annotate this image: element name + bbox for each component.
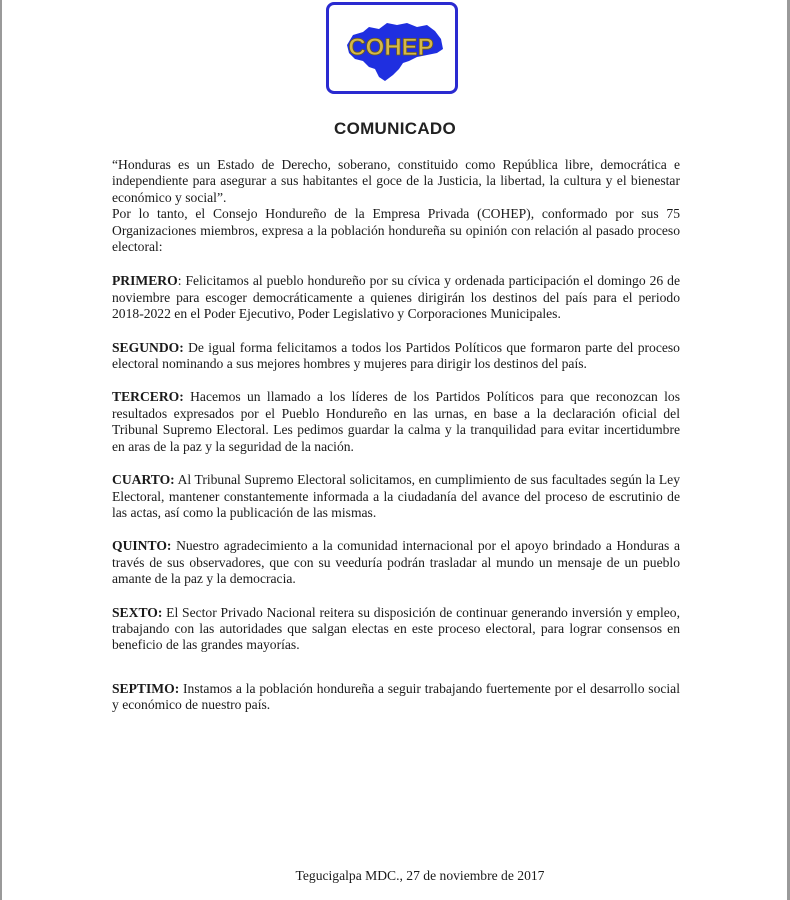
intro-paragraph: Por lo tanto, el Consejo Hondureño de la Empresa Privada (COHEP), conformado por sus 75 Organizaciones miembros, expresa a la población hondureña su opinión con relación al pasado proceso electoral: (112, 206, 680, 255)
section-septimo (112, 681, 680, 714)
section-label: PRIMERO (112, 273, 178, 289)
section-sexto (112, 605, 680, 654)
section-quinto (112, 538, 680, 587)
section-label: SEXTO: (112, 604, 163, 620)
page-title: COMUNICADO (334, 119, 456, 138)
cohep-logo (326, 2, 458, 94)
section-label: QUINTO: (112, 538, 172, 554)
section-segundo (112, 340, 680, 373)
honduras-map-icon (329, 5, 455, 91)
section-label: SEGUNDO: (112, 339, 184, 355)
section-text: Al Tribunal Supremo Electoral solicitamos, en cumplimiento de sus facultades según la Ley Electoral, mantener constantemente informada a la ciudadanía del avance del proceso de escrutinio de las actas, así como la publicación de las mismas. (112, 472, 680, 520)
intro-quote: “Honduras es un Estado de Derecho, soberano, constituido como República libre, democrática e independiente para asegurar a sus habitantes el goce de la Justicia, la libertad, la cultura y el bienestar económico y social”. (112, 157, 680, 205)
section-text: De igual forma felicitamos a todos los Partidos Políticos que formaron parte del proceso electoral nominando a sus mejores hombres y mujeres para dirigir los destinos del país. (112, 339, 680, 372)
svg-text:COHEP: COHEP (348, 34, 434, 61)
signoff-date-place: Tegucigalpa MDC., 27 de noviembre de 2017 (295, 868, 545, 883)
communique-body (112, 157, 680, 714)
section-primero: PRIMERO: Felicitamos al pueblo hondureño por su cívica y ordenada participación el domingo 26 de noviembre para escoger democráticamente a quienes dirigirán los destinos del país para el periodo 2018-2022 en el Poder Ejecutivo, Poder Legislativo y Corporaciones Municipales. (112, 273, 680, 322)
section-text: El Sector Privado Nacional reitera su disposición de continuar generando inversión y empleo, trabajando con las autoridades que salgan electas en este proceso electoral, para lograr consensos en beneficio de las grandes mayorías. (112, 604, 680, 653)
section-text: Hacemos un llamado a los líderes de los Partidos Políticos para que reconozcan los resultados expresados por el Pueblo Hondureño en las urnas, en base a la declaración oficial del Tribunal Supremo Electoral. Les pedimos guardar la calma y la tranquilidad para evitar incertidumbre en aras de la paz y la seguridad de la nación. (112, 389, 680, 454)
section-label: CUARTO: (112, 472, 175, 488)
section-text: Nuestro agradecimiento a la comunidad internacional por el apoyo brindado a Honduras a través de sus observadores, que con su veeduría podrán trasladar al mundo un mensaje de un pueblo amante de la paz y la democracia. (112, 538, 681, 587)
section-tercero (112, 389, 680, 455)
section-text: Felicitamos al pueblo hondureño por su cívica y ordenada participación el domingo 26 de noviembre para escoger democráticamente a quienes dirigirán los destinos del país para el periodo 2018-2022 en el Poder Ejecutivo, Poder Legislativo y Corporaciones Municipales. (112, 273, 680, 322)
section-cuarto (112, 472, 680, 521)
section-label: SEPTIMO: (112, 680, 180, 696)
section-text: Instamos a la población hondureña a seguir trabajando fuertemente por el desarrollo social y económico de nuestro país. (112, 680, 680, 713)
section-label: TERCERO: (112, 389, 184, 405)
